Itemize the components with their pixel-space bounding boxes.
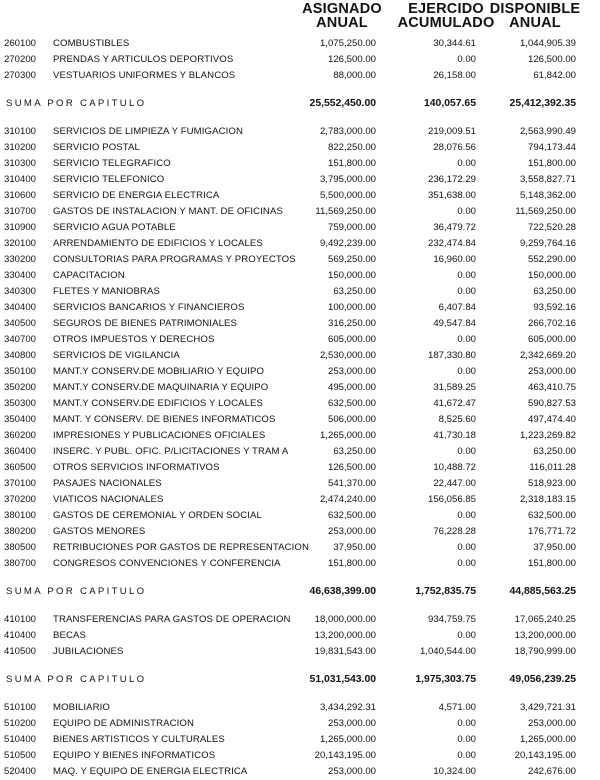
asignado-value: 759,000.00 [327, 222, 376, 233]
item-code: 360400 [4, 446, 37, 457]
disponible-value: 242,676.00 [527, 766, 576, 777]
table-row [0, 236, 600, 252]
disponible-value: 25,412,392.35 [509, 98, 576, 109]
disponible-value: 93,592.16 [533, 302, 576, 313]
disponible-value: 63,250.00 [533, 446, 576, 457]
item-description: SEGUROS DE BIENES PATRIMONIALES [53, 318, 237, 329]
item-code: 380100 [4, 510, 37, 521]
chapter-sum-row [0, 672, 600, 688]
disponible-value: 116,011.28 [529, 462, 576, 473]
asignado-value: 569,250.00 [327, 254, 376, 265]
item-code: 380500 [4, 542, 37, 553]
table-row [0, 172, 600, 188]
disponible-value: 722,520.28 [527, 222, 576, 233]
item-description: PASAJES NACIONALES [53, 478, 162, 489]
disponible-value: 518,923.00 [527, 478, 576, 489]
table-row [0, 220, 600, 236]
item-code: 350200 [4, 382, 37, 393]
table-row [0, 52, 600, 68]
ejercido-value: 0.00 [457, 446, 476, 457]
ejercido-value: 10,488.72 [433, 462, 476, 473]
ejercido-value: 156,056.85 [427, 494, 476, 505]
ejercido-value: 41,730.18 [433, 430, 476, 441]
disponible-value: 2,563,990.49 [519, 126, 576, 137]
item-code: 380200 [4, 526, 37, 537]
asignado-value: 2,530,000.00 [319, 350, 376, 361]
item-code: 310700 [4, 206, 37, 217]
ejercido-value: 0.00 [457, 158, 476, 169]
item-description: CAPACITACION [53, 270, 125, 281]
asignado-value: 9,492,239.00 [319, 238, 376, 249]
table-row [0, 204, 600, 220]
header-asignado-anual [292, 2, 392, 30]
disponible-value: 9,259,764.16 [519, 238, 576, 249]
table-row [0, 508, 600, 524]
asignado-value: 253,000.00 [327, 718, 376, 729]
ejercido-value: 31,589.25 [433, 382, 476, 393]
table-row [0, 460, 600, 476]
table-row [0, 628, 600, 644]
ejercido-value: 0.00 [457, 334, 476, 345]
ejercido-value: 1,752,835.75 [415, 586, 476, 597]
item-code: 340300 [4, 286, 37, 297]
table-row [0, 748, 600, 764]
item-description: CONGRESOS CONVENCIONES Y CONFERENCIA [53, 558, 281, 569]
ejercido-value: 0.00 [457, 734, 476, 745]
disponible-value: 151,800.00 [527, 158, 576, 169]
asignado-value: 151,800.00 [327, 158, 376, 169]
ejercido-value: 0.00 [457, 630, 476, 641]
table-row [0, 284, 600, 300]
ejercido-value: 219,009.51 [427, 126, 476, 137]
item-description: PRENDAS Y ARTICULOS DEPORTIVOS [53, 54, 234, 65]
chapter-sum-row [0, 584, 600, 600]
table-row [0, 188, 600, 204]
item-code: 520400 [4, 766, 37, 777]
ejercido-value: 187,330.80 [427, 350, 476, 361]
table-row [0, 540, 600, 556]
asignado-value: 541,370.00 [327, 478, 376, 489]
header-asignado-line1: ASIGNADO [302, 1, 382, 17]
table-row [0, 364, 600, 380]
header-asignado-line2: ANUAL [316, 15, 368, 31]
table-row [0, 644, 600, 660]
asignado-value: 632,500.00 [327, 510, 376, 521]
sum-label: SUMA POR CAPITULO [6, 98, 147, 109]
table-row [0, 524, 600, 540]
header-ejercido-line1: EJERCIDO [408, 1, 484, 17]
disponible-value: 590,827.53 [527, 398, 576, 409]
ejercido-value: 351,638.00 [427, 190, 476, 201]
table-row [0, 252, 600, 268]
asignado-value: 605,000.00 [327, 334, 376, 345]
item-description: MANT.Y CONSERV.DE EDIFICIOS Y LOCALES [53, 398, 264, 409]
table-row [0, 36, 600, 52]
ejercido-value: 30,344.61 [433, 38, 476, 49]
disponible-value: 11,569,250.00 [515, 206, 576, 217]
ejercido-value: 28,076.56 [433, 142, 476, 153]
ejercido-value: 6,407.84 [438, 302, 476, 313]
item-code: 510500 [4, 750, 37, 761]
ejercido-value: 41,672.47 [433, 398, 476, 409]
ejercido-value: 26,158.00 [433, 70, 476, 81]
disponible-value: 1,265,000.00 [519, 734, 576, 745]
asignado-value: 126,500.00 [327, 54, 376, 65]
item-code: 360200 [4, 430, 37, 441]
ejercido-value: 0.00 [457, 270, 476, 281]
asignado-value: 632,500.00 [327, 398, 376, 409]
ejercido-value: 0.00 [457, 54, 476, 65]
asignado-value: 3,795,000.00 [319, 174, 376, 185]
item-description: RETRIBUCIONES POR GASTOS DE REPRESENTACION [53, 542, 309, 553]
ejercido-value: 1,975,303.75 [415, 674, 476, 685]
item-description: EQUIPO DE ADMINISTRACION [53, 718, 194, 729]
asignado-value: 2,783,000.00 [319, 126, 376, 137]
item-code: 510200 [4, 718, 37, 729]
disponible-value: 794,173.44 [527, 142, 576, 153]
asignado-value: 100,000.00 [327, 302, 376, 313]
table-row [0, 316, 600, 332]
disponible-value: 37,950.00 [533, 542, 576, 553]
table-row [0, 764, 600, 780]
disponible-value: 18,790,999.00 [514, 646, 576, 657]
item-description: SERVICIOS DE VIGILANCIA [53, 350, 180, 361]
item-code: 410500 [4, 646, 37, 657]
disponible-value: 17,065,240.25 [514, 614, 576, 625]
item-description: TRANSFERENCIAS PARA GASTOS DE OPERACION [53, 614, 291, 625]
table-row [0, 140, 600, 156]
asignado-value: 88,000.00 [333, 70, 376, 81]
item-code: 380700 [4, 558, 37, 569]
disponible-value: 1,044,905.39 [519, 38, 576, 49]
item-description: SERVICIO DE ENERGIA ELECTRICA [53, 190, 220, 201]
asignado-value: 822,250.00 [327, 142, 376, 153]
disponible-value: 632,500.00 [527, 510, 576, 521]
item-description: BECAS [53, 630, 87, 641]
asignado-value: 20,143,195.00 [314, 750, 376, 761]
item-code: 510400 [4, 734, 37, 745]
row-spacer [0, 600, 600, 612]
ejercido-value: 0.00 [457, 750, 476, 761]
asignado-value: 63,250.00 [333, 286, 376, 297]
disponible-value: 3,558,827.71 [519, 174, 576, 185]
asignado-value: 253,000.00 [327, 766, 376, 777]
asignado-value: 316,250.00 [327, 318, 376, 329]
item-description: INSERC. Y PUBL. OFIC. P/LICITACIONES Y TRAM A [53, 446, 289, 457]
disponible-value: 20,143,195.00 [514, 750, 576, 761]
asignado-value: 2,474,240.00 [319, 494, 376, 505]
item-description: GASTOS DE INSTALACION Y MANT. DE OFICINAS [53, 206, 283, 217]
sum-label: SUMA POR CAPITULO [6, 674, 147, 685]
table-row [0, 68, 600, 84]
table-row [0, 348, 600, 364]
table-row [0, 612, 600, 628]
item-description: GASTOS DE CEREMONIAL Y ORDEN SOCIAL [53, 510, 262, 521]
ejercido-value: 0.00 [457, 366, 476, 377]
item-code: 340500 [4, 318, 37, 329]
ejercido-value: 236,172.29 [427, 174, 476, 185]
asignado-value: 13,200,000.00 [314, 630, 376, 641]
ejercido-value: 0.00 [457, 286, 476, 297]
row-spacer [0, 688, 600, 700]
disponible-value: 1,223,269.82 [519, 430, 576, 441]
item-code: 330200 [4, 254, 37, 265]
disponible-value: 266,702.16 [527, 318, 576, 329]
ejercido-value: 140,057.65 [423, 98, 476, 109]
disponible-value: 253,000.00 [527, 366, 576, 377]
table-row [0, 492, 600, 508]
item-code: 310400 [4, 174, 37, 185]
ejercido-value: 0.00 [457, 542, 476, 553]
ejercido-value: 0.00 [457, 206, 476, 217]
row-spacer [0, 84, 600, 96]
item-code: 410100 [4, 614, 37, 625]
item-code: 350400 [4, 414, 37, 425]
asignado-value: 18,000,000.00 [314, 614, 376, 625]
ejercido-value: 10,324.00 [433, 766, 476, 777]
asignado-value: 1,075,250.00 [319, 38, 376, 49]
ejercido-value: 0.00 [457, 510, 476, 521]
sum-label: SUMA POR CAPITULO [6, 586, 147, 597]
budget-table [0, 36, 600, 780]
disponible-value: 63,250.00 [533, 286, 576, 297]
item-code: 340400 [4, 302, 37, 313]
table-row [0, 332, 600, 348]
item-description: COMBUSTIBLES [53, 38, 130, 49]
item-code: 340700 [4, 334, 37, 345]
item-code: 310600 [4, 190, 37, 201]
disponible-value: 463,410.75 [527, 382, 576, 393]
table-row [0, 124, 600, 140]
disponible-value: 126,500.00 [527, 54, 576, 65]
item-description: SERVICIO AGUA POTABLE [53, 222, 176, 233]
item-code: 330400 [4, 270, 37, 281]
ejercido-value: 0.00 [457, 558, 476, 569]
table-row [0, 700, 600, 716]
asignado-value: 126,500.00 [327, 462, 376, 473]
disponible-value: 552,290.00 [527, 254, 576, 265]
asignado-value: 1,265,000.00 [319, 430, 376, 441]
item-code: 350100 [4, 366, 37, 377]
item-description: ARRENDAMIENTO DE EDIFICIOS Y LOCALES [53, 238, 263, 249]
disponible-value: 605,000.00 [527, 334, 576, 345]
item-description: EQUIPO Y BIENES INFORMATICOS [53, 750, 216, 761]
chapter-sum-row [0, 96, 600, 112]
table-row [0, 380, 600, 396]
asignado-value: 25,552,450.00 [309, 98, 376, 109]
disponible-value: 3,429,721.31 [519, 702, 576, 713]
item-description: CONSULTORIAS PARA PROGRAMAS Y PROYECTOS [53, 254, 296, 265]
table-row [0, 732, 600, 748]
item-code: 310200 [4, 142, 37, 153]
item-code: 320100 [4, 238, 37, 249]
table-row [0, 716, 600, 732]
ejercido-value: 1,040,544.00 [419, 646, 476, 657]
item-description: FLETES Y MANIOBRAS [53, 286, 161, 297]
asignado-value: 37,950.00 [333, 542, 376, 553]
ejercido-value: 934,759.75 [427, 614, 476, 625]
table-row [0, 396, 600, 412]
asignado-value: 1,265,000.00 [319, 734, 376, 745]
item-description: SERVICIOS DE LIMPIEZA Y FUMIGACION [53, 126, 243, 137]
row-spacer [0, 112, 600, 124]
item-description: MANT. Y CONSERV. DE BIENES INFORMATICOS [53, 414, 276, 425]
asignado-value: 506,000.00 [327, 414, 376, 425]
item-description: OTROS IMPUESTOS Y DERECHOS [53, 334, 215, 345]
item-code: 360500 [4, 462, 37, 473]
ejercido-value: 76,228.28 [433, 526, 476, 537]
item-description: MANT.Y CONSERV.DE MAQUINARIA Y EQUIPO [53, 382, 269, 393]
asignado-value: 495,000.00 [327, 382, 376, 393]
item-description: SERVICIO POSTAL [53, 142, 140, 153]
disponible-value: 176,771.72 [527, 526, 576, 537]
item-description: JUBILACIONES [53, 646, 124, 657]
disponible-value: 150,000.00 [527, 270, 576, 281]
disponible-value: 497,474.40 [527, 414, 576, 425]
disponible-value: 2,342,669.20 [519, 350, 576, 361]
item-description: VIATICOS NACIONALES [53, 494, 164, 505]
ejercido-value: 22,447.00 [433, 478, 476, 489]
table-row [0, 268, 600, 284]
asignado-value: 63,250.00 [333, 446, 376, 457]
item-description: MAQ. Y EQUIPO DE ENERGIA ELECTRICA [53, 766, 248, 777]
ejercido-value: 232,474.84 [427, 238, 476, 249]
asignado-value: 3,434,292.31 [319, 702, 376, 713]
row-spacer [0, 660, 600, 672]
item-description: SERVICIOS BANCARIOS Y FINANCIEROS [53, 302, 245, 313]
item-code: 270300 [4, 70, 37, 81]
item-code: 370200 [4, 494, 37, 505]
row-spacer [0, 572, 600, 584]
item-description: IMPRESIONES Y PUBLICACIONES OFICIALES [53, 430, 266, 441]
ejercido-value: 4,571.00 [438, 702, 476, 713]
ejercido-value: 16,960.00 [433, 254, 476, 265]
table-row [0, 428, 600, 444]
item-description: GASTOS MENORES [53, 526, 146, 537]
item-code: 310100 [4, 126, 37, 137]
item-code: 370100 [4, 478, 37, 489]
table-row [0, 156, 600, 172]
ejercido-value: 36,479.72 [433, 222, 476, 233]
disponible-value: 61,842.00 [533, 70, 576, 81]
asignado-value: 46,638,399.00 [309, 586, 376, 597]
item-description: VESTUARIOS UNIFORMES Y BLANCOS [53, 70, 236, 81]
disponible-value: 2,318,183.15 [519, 494, 576, 505]
item-description: SERVICIO TELEFONICO [53, 174, 165, 185]
ejercido-value: 8,525.60 [438, 414, 476, 425]
item-code: 310300 [4, 158, 37, 169]
asignado-value: 19,831,543.00 [314, 646, 376, 657]
item-code: 340800 [4, 350, 37, 361]
item-code: 270200 [4, 54, 37, 65]
asignado-value: 151,800.00 [327, 558, 376, 569]
header-disponible-anual [482, 2, 588, 30]
header-ejercido-line2: ACUMULADO [397, 15, 495, 31]
disponible-value: 49,056,239.25 [509, 674, 576, 685]
disponible-value: 5,148,362.00 [519, 190, 576, 201]
disponible-value: 44,885,563.25 [509, 586, 576, 597]
item-code: 310900 [4, 222, 37, 233]
table-row [0, 300, 600, 316]
asignado-value: 253,000.00 [327, 526, 376, 537]
header-disponible-line2: ANUAL [509, 15, 561, 31]
item-description: SERVICIO TELEGRAFICO [53, 158, 171, 169]
asignado-value: 5,500,000.00 [319, 190, 376, 201]
disponible-value: 151,800.00 [527, 558, 576, 569]
item-description: MOBILIARIO [53, 702, 110, 713]
item-code: 260100 [4, 38, 37, 49]
ejercido-value: 49,547.84 [433, 318, 476, 329]
table-row [0, 476, 600, 492]
asignado-value: 253,000.00 [327, 366, 376, 377]
item-code: 510100 [4, 702, 37, 713]
header-disponible-line1: DISPONIBLE [489, 1, 581, 17]
table-row [0, 444, 600, 460]
table-row [0, 412, 600, 428]
disponible-value: 13,200,000.00 [514, 630, 576, 641]
asignado-value: 150,000.00 [327, 270, 376, 281]
item-code: 410400 [4, 630, 37, 641]
item-description: MANT.Y CONSERV.DE MOBILIARIO Y EQUIPO [53, 366, 265, 377]
disponible-value: 253,000.00 [527, 718, 576, 729]
item-code: 350300 [4, 398, 37, 409]
item-description: BIENES ARTISTICOS Y CULTURALES [53, 734, 225, 745]
item-description: OTROS SERVICIOS INFORMATIVOS [53, 462, 220, 473]
asignado-value: 51,031,543.00 [309, 674, 376, 685]
asignado-value: 11,569,250.00 [315, 206, 376, 217]
ejercido-value: 0.00 [457, 718, 476, 729]
table-row [0, 556, 600, 572]
